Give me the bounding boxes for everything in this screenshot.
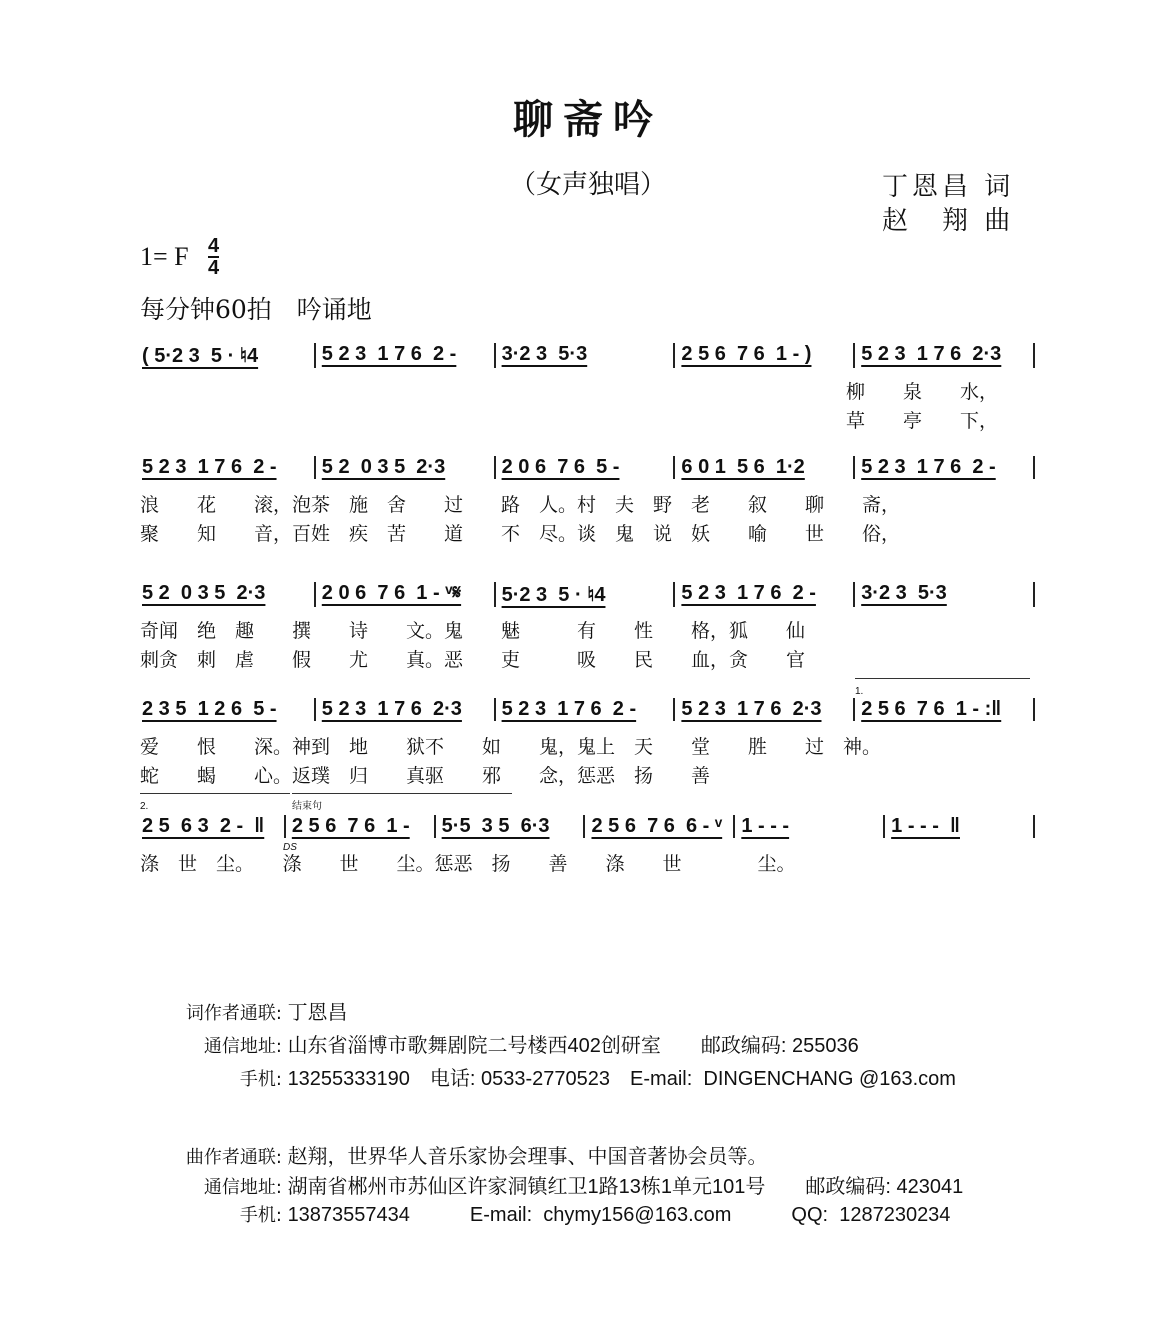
lyric-line: 浪 花 滚，泡茶 施 舍 过 路 人。村 夫 野 老 叙 聊 斋， [140,494,901,516]
composer-address-line [140,1170,963,1199]
score-line [140,456,1035,479]
key-signature: 1= F [140,242,189,271]
lyric-line: 奇闻 绝 趣 撰 诗 文。鬼 魅 有 性 格，狐 仙 [140,620,806,642]
measure: ( 5·2 3 5 · ♮4 [140,343,316,368]
measure: 5 2 3 1 7 6 2 - [855,456,1035,479]
lyricist-phone-line [140,1062,956,1091]
ending-bracket [292,793,512,813]
measure: 2 0 6 7 6 5 - [496,456,676,479]
measure: 3·2 3 5·3 [855,582,1035,607]
measure: 5 2 3 1 7 6 2·3 [675,698,855,721]
composer-name: 赵翔，世界华人音乐家协会理事、中国音著协会员等。 [287,1146,768,1168]
lyric-line: 蛇 蝎 心。返璞 归 真驱 邪 念，惩恶 扬 善 [140,765,711,787]
composer: 赵 翔 曲 [882,206,1015,236]
composer-contact-line [140,1140,768,1169]
measure: 2 3 5 1 2 6 5 - [140,698,316,721]
lyric-line: 聚 知 音，百姓 疾 苦 道 不 尽。谈 鬼 说 妖 喻 世 俗， [140,523,901,545]
composer-phone-line [140,1198,950,1227]
measure: 5 2 3 1 7 6 2·3 [316,698,496,721]
measure: 2 5 6 7 6 1 - [286,815,436,838]
measure: 5 2 3 1 7 6 2 - [316,343,496,368]
label: 词作者通联: [185,1003,282,1024]
measure: 5·5 3 5 6·3 [436,815,586,838]
score-line [140,698,1035,721]
measure: 3·2 3 5·3 [496,343,676,368]
subtitle: （女声独唱） [510,170,667,200]
lyricist-phone: 13255333190 电话: 0533-2770523 E-mail: DINGENCHANG @163.com [287,1068,956,1090]
meter-bottom: 4 [208,257,220,279]
lyric-line: 爱 恨 深。神到 地 狱不 如 鬼，鬼上 天 堂 胜 过 神。 [140,736,882,758]
time-signature [208,236,219,278]
score-line [140,343,1035,368]
lyricist: 丁恩昌 词 [882,172,1015,202]
lyric-line: 柳 泉 水， [846,381,999,403]
lyricist-address-line [140,1029,859,1058]
label: 曲作者通联: [185,1147,282,1168]
lyricist-name: 丁恩昌 [287,1002,348,1024]
lyric-line: 刺贪 刺 虐 假 尤 真。恶 吏 吸 民 血，贪 官 [140,649,806,671]
lyric-line: 涤 世 尘。 涤 世 尘。惩恶 扬 善 涤 世 尘。 [140,853,796,875]
volta-1-label: 1. [855,686,864,697]
measure: 5 2 0 3 5 2·3 [316,456,496,479]
lyricist-contact-line [140,996,348,1025]
ending-label: 结束句 [292,801,322,812]
composer-address: 湖南省郴州市苏仙区许家洞镇红卫1路13栋1单元101号 邮政编码: 423041 [287,1176,964,1198]
label: 通信地址: [203,1177,282,1198]
measure: 2 5 6 7 6 1 - :‖ [855,698,1035,721]
measure: 6 0 1 5 6 1·2 [675,456,855,479]
measure: 5 2 3 1 7 6 2·3 [855,343,1035,368]
label: 手机: [239,1205,282,1226]
measure: 2 5 6 7 6 1 - ) [675,343,855,368]
score-line [140,815,1035,838]
measure: 2 0 6 7 6 1 - ᵛ𝄋 [316,582,496,607]
label: 手机: [239,1069,282,1090]
measure: 5 2 3 1 7 6 2 - [140,456,316,479]
score-line [140,582,1035,607]
measure: 5 2 3 1 7 6 2 - [675,582,855,607]
measure: 5·2 3 5 · ♮4 [496,582,676,607]
measure: 5 2 3 1 7 6 2 - [496,698,676,721]
measure: 5 2 0 3 5 2·3 [140,582,316,607]
measure: 1 - - - ‖ [885,815,1035,838]
label: 通信地址: [203,1036,282,1057]
song-title: 聊斋吟 [513,96,663,143]
meter-top: 4 [208,235,220,257]
ds-mark: DS [283,842,297,853]
volta-bracket-2 [140,793,290,813]
volta-bracket-1 [855,678,1030,697]
measure: 2 5 6 7 6 6 - ᵛ [585,815,735,838]
volta-2-label: 2. [140,801,149,812]
lyricist-address: 山东省淄博市歌舞剧院二号楼西402创研室 邮政编码: 255036 [287,1035,859,1057]
measure: 1 - - - [735,815,885,838]
tempo-marking: 每分钟60拍 吟诵地 [140,295,372,324]
measure: 2 5 6 3 2 - ‖ [140,815,286,838]
lyric-line: 草 亭 下， [846,410,999,432]
composer-phone: 13873557434 E-mail: chymy156@163.com QQ: 1287230234 [287,1204,951,1226]
